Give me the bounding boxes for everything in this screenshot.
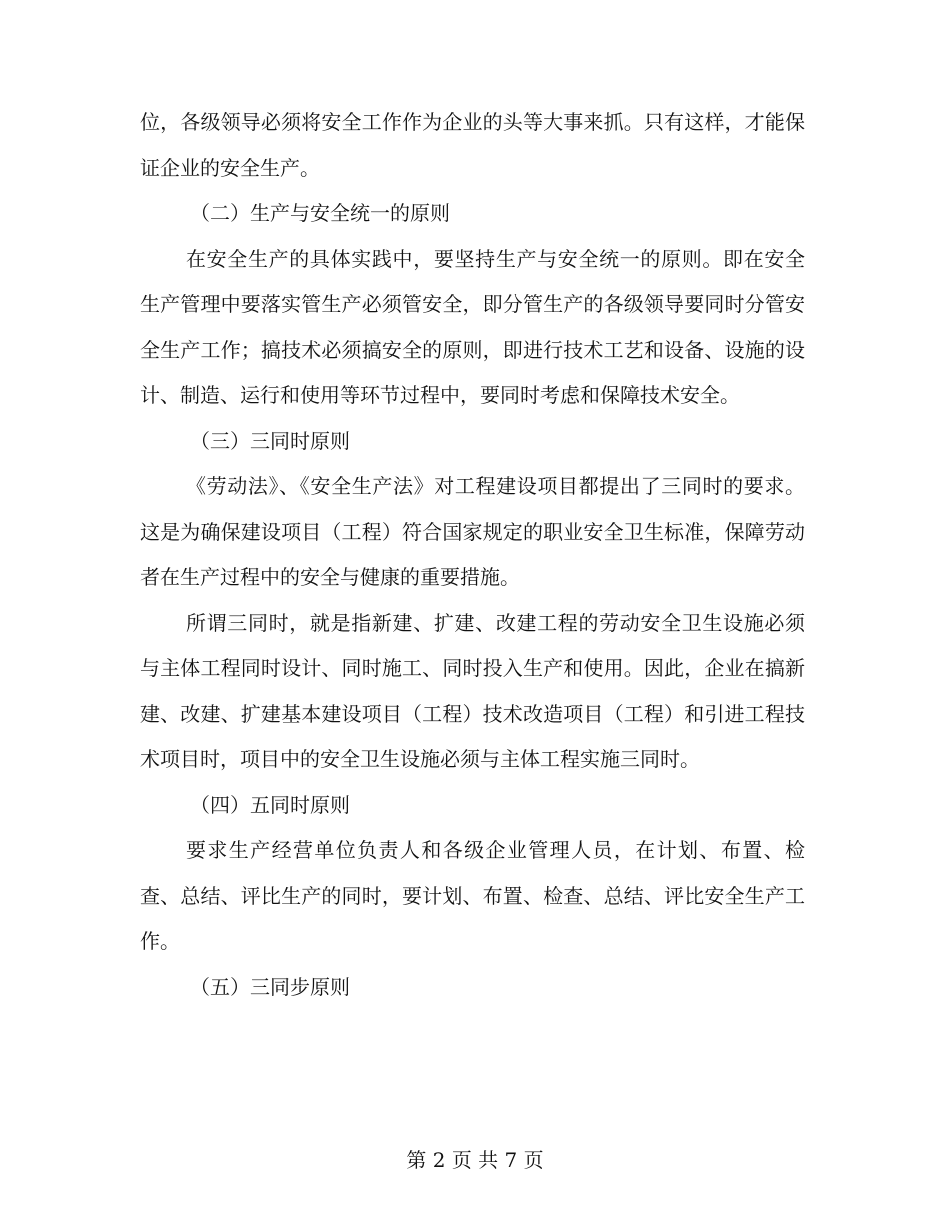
paragraph-three-simultaneous-definition: 所谓三同时，就是指新建、扩建、改建工程的劳动安全卫生设施必须与主体工程同时设计、同时施工、同时投入生产和使用。因此，企业在搞新建、改建、扩建基本建设项目（工程）技术改造项目（工程）和引进工程技术项目时，项目中的安全卫生设施必须与主体工程实施三同时。: [140, 610, 805, 771]
page-number-footer: 第 2 页 共 7 页: [406, 1148, 544, 1172]
section-heading-4: （四）五同时原则: [190, 792, 350, 817]
section-heading-2: （二）生产与安全统一的原则: [190, 201, 450, 225]
paragraph-three-simultaneous-law: 《劳动法》、《安全生产法》对工程建设项目都提出了三同时的要求。这是为确保建设项目（工程）符合国家规定的职业安全卫生标准，保障劳动者在生产过程中的安全与健康的重要措施。: [140, 474, 805, 589]
paragraph-unity-principle: 在安全生产的具体实践中，要坚持生产与安全统一的原则。即在安全生产管理中要落实管生产必须管安全，即分管生产的各级领导要同时分管安全生产工作；搞技术必须搞安全的原则，即进行技术工艺和设备、设施的设计、制造、运行和使用等环节过程中，要同时考虑和保障技术安全。: [140, 246, 805, 407]
paragraph-continuation: 位，各级领导必须将安全工作作为企业的头等大事来抓。只有这样，才能保证企业的安全生产。: [140, 110, 805, 180]
paragraph-five-simultaneous: 要求生产经营单位负责人和各级企业管理人员，在计划、布置、检查、总结、评比生产的同时，要计划、布置、检查、总结、评比安全生产工作。: [140, 838, 805, 953]
document-body: [140, 100, 805, 1010]
section-heading-3: （三）三同时原则: [190, 428, 350, 453]
section-heading-5: （五）三同步原则: [190, 974, 350, 999]
